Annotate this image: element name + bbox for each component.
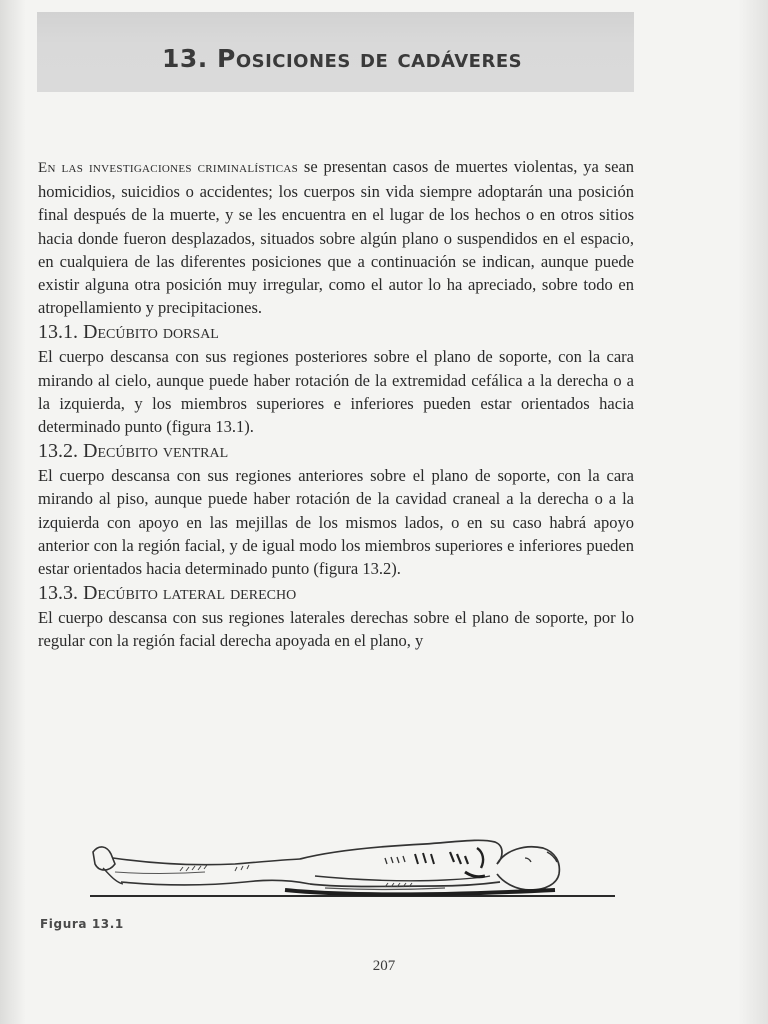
section-paragraph-13-2: El cuerpo descansa con sus regiones anteriores sobre el plano de soporte, con la cara mirando al piso, aunque puede haber rotación de la cavidad craneal a la derecha o a la izquierda con apoyo en las mejillas de los mismos lados, o en su caso habrá apoyo anterior con la región facial, y de igual modo los miembros superiores e inferiores pueden estar orientados hacia determinado punto (figura 13.2). bbox=[38, 466, 634, 579]
section-title: Decúbito dorsal bbox=[83, 321, 219, 344]
intro-paragraph bbox=[38, 155, 634, 319]
section-heading-13-2 bbox=[38, 438, 634, 464]
figure-caption: Figura 13.1 bbox=[40, 917, 124, 931]
section-number: 13.2. bbox=[38, 440, 78, 463]
page-shadow-left bbox=[0, 0, 26, 1024]
section-number: 13.3. bbox=[38, 582, 78, 605]
supine-body-illustration-icon bbox=[85, 824, 625, 904]
section-number: 13.1. bbox=[38, 321, 78, 344]
section-heading-13-3 bbox=[38, 580, 634, 606]
page-shadow-right bbox=[738, 0, 768, 1024]
section-paragraph-13-1: El cuerpo descansa con sus regiones posteriores sobre el plano de soporte, con la cara mirando al cielo, aunque puede haber rotación de la extremidad cefálica a la derecha o a la izquierda, y los miembros superiores e inferiores pueden estar orientados hacia determinado punto (figura 13.1). bbox=[38, 347, 634, 437]
section-title: Decúbito ventral bbox=[83, 440, 229, 463]
page-number: 207 bbox=[372, 958, 396, 974]
intro-text: se presentan casos de muertes violentas, ya sean homicidios, suicidios o accidentes; los cuerpos sin vida siempre adoptarán una posición final después de la muerte, y se les encuentra en el lugar de los hechos o en otros sitios hacia donde fueron desplazados, situados sobre algún plano o suspendidos en el espacio, en cualquiera de las diferentes posiciones que a continuación se indican, aunque puede existir alguna otra posición muy irregular, como el autor lo ha apreciado, sobre todo en atropellamiento y precipitaciones. bbox=[38, 157, 634, 318]
section-paragraph-13-3: El cuerpo descansa con sus regiones laterales derechas sobre el plano de soporte, por lo regular con la región facial derecha apoyada en el plano, y bbox=[38, 608, 634, 651]
figure-13-1 bbox=[85, 824, 625, 904]
chapter-title: 13. Posiciones de cadáveres bbox=[162, 44, 523, 73]
page-content bbox=[38, 155, 634, 653]
intro-lead: En las investigaciones criminalísticas bbox=[38, 160, 299, 176]
section-title: Decúbito lateral derecho bbox=[83, 582, 297, 605]
section-heading-13-1 bbox=[38, 319, 634, 345]
